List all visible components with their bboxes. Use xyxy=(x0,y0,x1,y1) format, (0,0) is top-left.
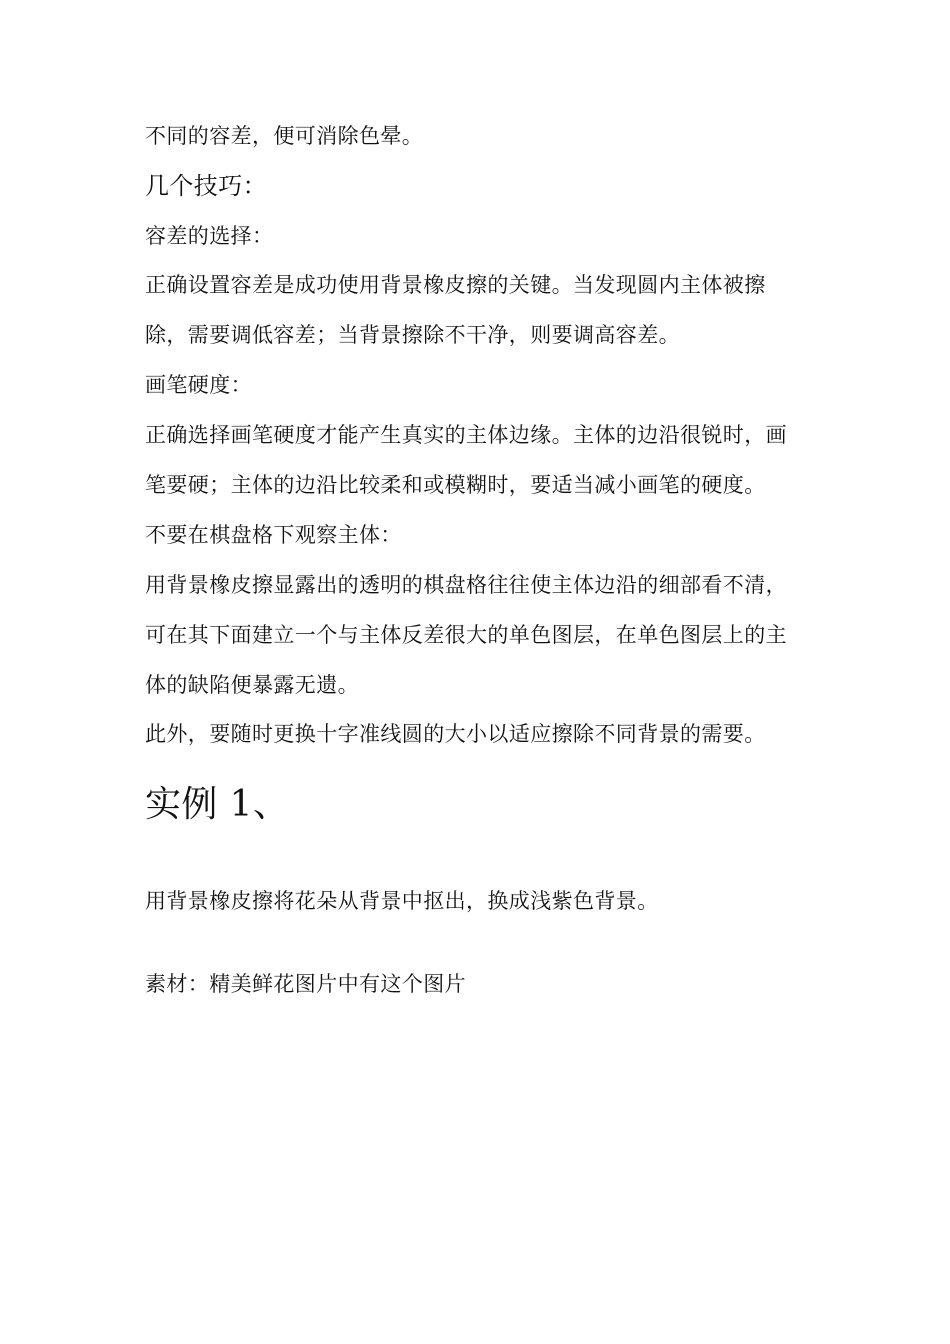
subsection-title-brush-hardness: 画笔硬度： xyxy=(145,373,252,397)
text-line-11: 可在其下面建立一个与主体反差很大的单色图层，在单色图层上的主 xyxy=(145,623,787,647)
text-line-4: 正确设置容差是成功使用背景橡皮擦的关键。当发现圆内主体被擦 xyxy=(145,273,766,297)
text-line-7: 正确选择画笔硬度才能产生真实的主体边缘。主体的边沿很锐时，画 xyxy=(145,423,787,447)
example-heading: 实例 1、 xyxy=(145,784,290,825)
text-line-10: 用背景橡皮擦显露出的透明的棋盘格往往使主体边沿的细部看不清， xyxy=(145,573,787,597)
subsection-title-checkerboard: 不要在棋盘格下观察主体： xyxy=(145,523,402,547)
text-line-5: 除，需要调低容差；当背景擦除不干净，则要调高容差。 xyxy=(145,323,680,347)
subsection-title-tolerance: 容差的选择： xyxy=(145,224,274,248)
text-line-13: 此外，要随时更换十字准线圆的大小以适应擦除不同背景的需要。 xyxy=(145,722,766,746)
text-line-8: 笔要硬；主体的边沿比较柔和或模糊时，要适当减小画笔的硬度。 xyxy=(145,473,766,497)
section-title-tips: 几个技巧： xyxy=(145,172,267,200)
text-line-1: 不同的容差，便可消除色晕。 xyxy=(145,124,424,148)
example-description: 用背景橡皮擦将花朵从背景中抠出，换成浅紫色背景。 xyxy=(145,889,659,913)
text-line-12: 体的缺陷便暴露无遗。 xyxy=(145,673,359,697)
material-note: 素材：精美鲜花图片中有这个图片 xyxy=(145,972,466,996)
